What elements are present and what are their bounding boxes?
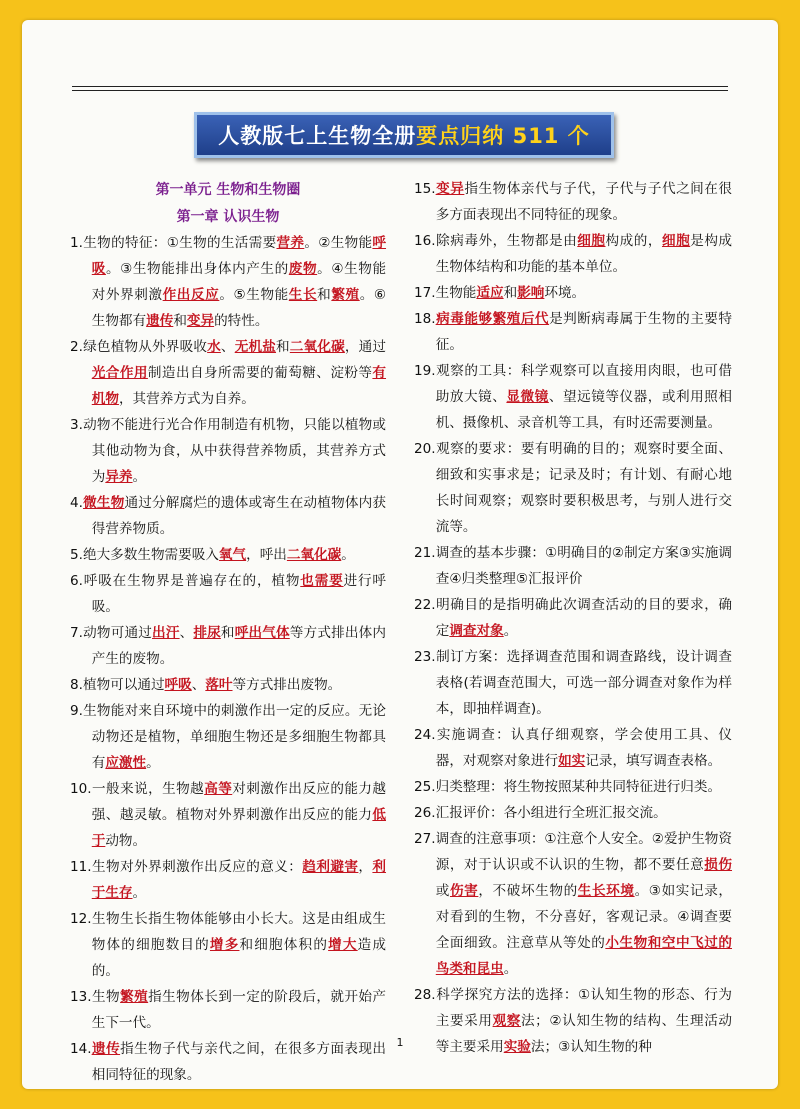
item-text: 26.汇报评价：各小组进行全班汇报交流。 <box>414 805 667 821</box>
item-text: 。⑤生物能 <box>219 287 289 303</box>
item-text: 法；③认知生物的种 <box>530 1039 652 1055</box>
item-text: 8.植物可以通过 <box>70 677 165 693</box>
item-text: 构成的， <box>605 233 662 249</box>
item-text: 、 <box>179 625 194 641</box>
key-term: 光合作用 <box>91 365 148 381</box>
item-text: 24.实施调查：认真仔细观察，学会使用工具、仪器，对观察对象进行 <box>414 727 732 769</box>
list-item <box>414 722 732 774</box>
key-term: 趋利避害 <box>302 859 359 875</box>
item-text: 和 <box>503 285 518 301</box>
list-item <box>414 280 732 306</box>
item-text: 25.归类整理：将生物按照某种共同特征进行归类。 <box>414 779 722 795</box>
key-term: 废物 <box>288 261 318 277</box>
key-term: 营养 <box>276 235 305 251</box>
item-text: 27.调查的注意事项：①注意个人安全。②爱护生物资源，对于认识或不认识的生物，都不要任意 <box>414 831 732 873</box>
key-term: 细胞 <box>577 233 606 249</box>
key-term: 排尿 <box>193 625 221 641</box>
left-column <box>70 176 386 1088</box>
key-term: 氧气 <box>218 547 247 563</box>
key-term: 病毒能够繁殖后代 <box>435 311 550 327</box>
item-text: 22.明确目的是指明确此次调查活动的目的要求，确定 <box>414 597 732 639</box>
list-item <box>414 540 732 592</box>
title-main: 人教版七上生物全册 <box>218 124 417 148</box>
item-text: 是判断病毒属于生物的主要特征。 <box>435 311 733 353</box>
key-term: 也需要 <box>300 573 344 589</box>
list-item <box>70 776 386 854</box>
item-text: 21.调查的基本步骤：①明确目的②制定方案③实施调查④归类整理⑤汇报评价 <box>414 545 732 587</box>
key-term: 适应 <box>476 285 504 301</box>
list-item <box>70 672 386 698</box>
item-text: 。⑥生物都有 <box>91 287 387 329</box>
key-term: 繁殖 <box>331 287 360 303</box>
item-text: 环境。 <box>544 285 586 301</box>
key-term: 如实 <box>558 753 586 769</box>
item-text: 记录，填写调查表格。 <box>585 753 722 769</box>
item-text: 造成的。 <box>91 937 387 979</box>
item-text: 28.科学探究方法的选择：①认知生物的形态、行为主要采用 <box>414 987 732 1029</box>
key-term: 水 <box>207 339 221 355</box>
item-text: 是构成生物体结构和功能的基本单位。 <box>435 233 733 275</box>
item-text: 18. <box>414 311 436 327</box>
key-term: 二氧化碳 <box>286 547 342 563</box>
key-term: 遗传 <box>91 1041 121 1057</box>
item-text: 15. <box>414 181 436 197</box>
key-term: 繁殖 <box>120 989 149 1005</box>
header-rule <box>72 86 728 87</box>
list-item <box>70 490 386 542</box>
item-text: 17.生物能 <box>414 285 477 301</box>
key-term: 影响 <box>517 285 545 301</box>
list-item <box>70 230 386 334</box>
item-text: 或 <box>435 883 450 899</box>
item-text: 23.制订方案：选择调查范围和调查路线，设计调查表格(若调查范围大，可选一部分调查对象作为样本，即抽样调查)。 <box>414 649 732 717</box>
key-term: 落叶 <box>205 677 233 693</box>
list-item <box>414 800 732 826</box>
list-item <box>414 176 732 228</box>
item-text: 等方式排出废物。 <box>232 677 342 693</box>
item-text: 、望远镜等仪器，或利用照相机、摄像机、录音机等工具，有时还需要测量。 <box>435 389 733 431</box>
item-text: 指生物体长到一定的阶段后，就开始产生下一代。 <box>91 989 387 1031</box>
item-text: ， <box>358 859 373 875</box>
key-term: 呼吸 <box>91 235 387 277</box>
title-highlight: 要点归纳 511 个 <box>416 124 590 148</box>
key-term: 生长 <box>288 287 318 303</box>
item-text: 和 <box>173 313 187 329</box>
item-text: 的特性。 <box>214 313 269 329</box>
header-rule <box>72 90 728 91</box>
item-text: 和细胞体积的 <box>239 937 329 953</box>
key-term: 微生物 <box>82 495 125 511</box>
key-term: 增多 <box>209 937 240 953</box>
item-text: 。 <box>503 623 518 639</box>
item-text: 7.动物可通过 <box>70 625 153 641</box>
key-term: 变异 <box>435 181 465 197</box>
item-text: 和 <box>317 287 332 303</box>
list-item <box>70 542 386 568</box>
item-text: 13.生物 <box>70 989 121 1005</box>
key-term: 二氧化碳 <box>289 339 345 355</box>
item-text: 5.绝大多数生物需要吸入 <box>70 547 219 563</box>
item-text: ，通过 <box>344 339 387 355</box>
page-number: 1 <box>396 1036 404 1049</box>
list-item <box>414 306 732 358</box>
key-term: 变异 <box>186 313 215 329</box>
key-term: 显微镜 <box>506 389 549 405</box>
key-term: 增大 <box>328 937 358 953</box>
item-text: 通过分解腐烂的遗体或寄生在动植物体内获得营养物质。 <box>91 495 386 537</box>
item-text: 指生物子代与亲代之间，在很多方面表现出相同特征的现象。 <box>91 1041 387 1083</box>
key-term: 呼出气体 <box>234 625 290 641</box>
key-term: 应激性 <box>105 755 147 771</box>
item-text: 10.一般来说，生物越 <box>70 781 205 797</box>
list-item <box>70 412 386 490</box>
item-text: ，其营养方式为自养。 <box>118 391 255 407</box>
item-text: 法；②认知生物的结构、生理活动等主要采用 <box>435 1013 732 1055</box>
list-item <box>70 334 386 412</box>
item-text: 。 <box>132 885 147 901</box>
key-term: 有机物 <box>91 365 387 407</box>
key-term: 高等 <box>204 781 233 797</box>
item-text: 。 <box>341 547 355 563</box>
list-item <box>414 228 732 280</box>
item-text: 进行呼吸。 <box>91 573 387 615</box>
key-term: 低于 <box>91 807 386 849</box>
list-item <box>414 358 732 436</box>
key-term: 观察 <box>492 1013 521 1029</box>
document-page <box>22 20 778 1089</box>
key-term: 伤害 <box>449 883 479 899</box>
left-item-list <box>70 230 386 1088</box>
list-item <box>414 644 732 722</box>
list-item <box>70 620 386 672</box>
item-text: 指生物体亲代与子代，子代与子代之间在很多方面表现出不同特征的现象。 <box>435 181 733 223</box>
item-text: 16.除病毒外，生物都是由 <box>414 233 578 249</box>
item-text: 对刺激作出反应的能力越强、越灵敏。植物对外界刺激作出反应的能力 <box>91 781 387 823</box>
item-text: 19.观察的工具：科学观察可以直接用肉眼，也可借助放大镜、 <box>414 363 732 405</box>
right-item-list <box>414 176 732 1060</box>
key-term: 细胞 <box>661 233 691 249</box>
key-term: 实验 <box>503 1039 531 1055</box>
item-text: 1.生物的特征：①生物的生活需要 <box>70 235 277 251</box>
list-item <box>414 592 732 644</box>
key-term: 损伤 <box>704 857 733 873</box>
item-text: 和 <box>276 339 290 355</box>
item-text: 制造出自身所需要的葡萄糖、淀粉等 <box>147 365 373 381</box>
item-text: 。③生物能排出身体内产生的 <box>105 261 289 277</box>
list-item <box>414 436 732 540</box>
list-item <box>70 984 386 1036</box>
item-text: 2.绿色植物从外界吸收 <box>70 339 208 355</box>
item-text: 9.生物能对来自环境中的刺激作出一定的反应。无论动物还是植物，单细胞生物还是多细胞生物都具有 <box>70 703 386 771</box>
key-term: 小生物和空中飞过的鸟类和昆虫 <box>435 935 732 977</box>
key-term: 呼吸 <box>164 677 192 693</box>
right-column <box>414 176 732 1060</box>
item-text: 3.动物不能进行光合作用制造有机物，只能以植物或其他动物为食，从中获得营养物质，其营养方式为 <box>70 417 386 485</box>
list-item <box>414 826 732 982</box>
item-text: 4. <box>70 495 83 511</box>
key-term: 调查对象 <box>449 623 504 639</box>
key-term: 遗传 <box>146 313 174 329</box>
item-text: ，不破坏生物的 <box>478 883 578 899</box>
chapter-heading: 第一章 认识生物 <box>176 209 280 225</box>
item-text: ，呼出 <box>246 547 287 563</box>
item-text: 。 <box>132 469 147 485</box>
item-text: 14. <box>70 1041 92 1057</box>
item-text: 。 <box>503 961 518 977</box>
item-text: 。④生物能对外界刺激 <box>91 261 387 303</box>
item-text: 20.观察的要求：要有明确的目的；观察时要全面、细致和实事求是；记录及时；有计划、有耐心地长时间观察；观察时要积极思考，与别人进行交流等。 <box>414 441 732 535</box>
item-text: 和 <box>220 625 235 641</box>
item-text: 、 <box>191 677 206 693</box>
key-term: 异养 <box>105 469 133 485</box>
item-text: 11.生物对外界刺激作出反应的意义： <box>70 859 303 875</box>
item-text: 。 <box>146 755 160 771</box>
item-text: 。③如实记录，对看到的生物，不分喜好，客观记录。④调查要全面细致。注意草从等处的 <box>435 883 732 951</box>
key-term: 利于生存 <box>91 859 387 901</box>
item-text: 等方式排出体内产生的废物。 <box>91 625 387 667</box>
list-item <box>70 568 386 620</box>
key-term: 无机盐 <box>234 339 277 355</box>
item-text: 12.生物生长指生物体能够由小长大。这是由组成生物体的细胞数目的 <box>70 911 386 953</box>
list-item <box>70 906 386 984</box>
key-term: 生长环境 <box>577 883 635 899</box>
page-title <box>194 112 614 158</box>
list-item <box>414 774 732 800</box>
key-term: 出汗 <box>152 625 180 641</box>
item-text: 动物。 <box>105 833 147 849</box>
list-item <box>70 698 386 776</box>
item-text: 6.呼吸在生物界是普遍存在的，植物 <box>70 573 301 589</box>
list-item <box>70 854 386 906</box>
key-term: 作出反应 <box>162 287 220 303</box>
item-text: 。②生物能 <box>304 235 373 251</box>
unit-heading: 第一单元 生物和生物圈 <box>155 182 301 198</box>
item-text: 、 <box>220 339 235 355</box>
